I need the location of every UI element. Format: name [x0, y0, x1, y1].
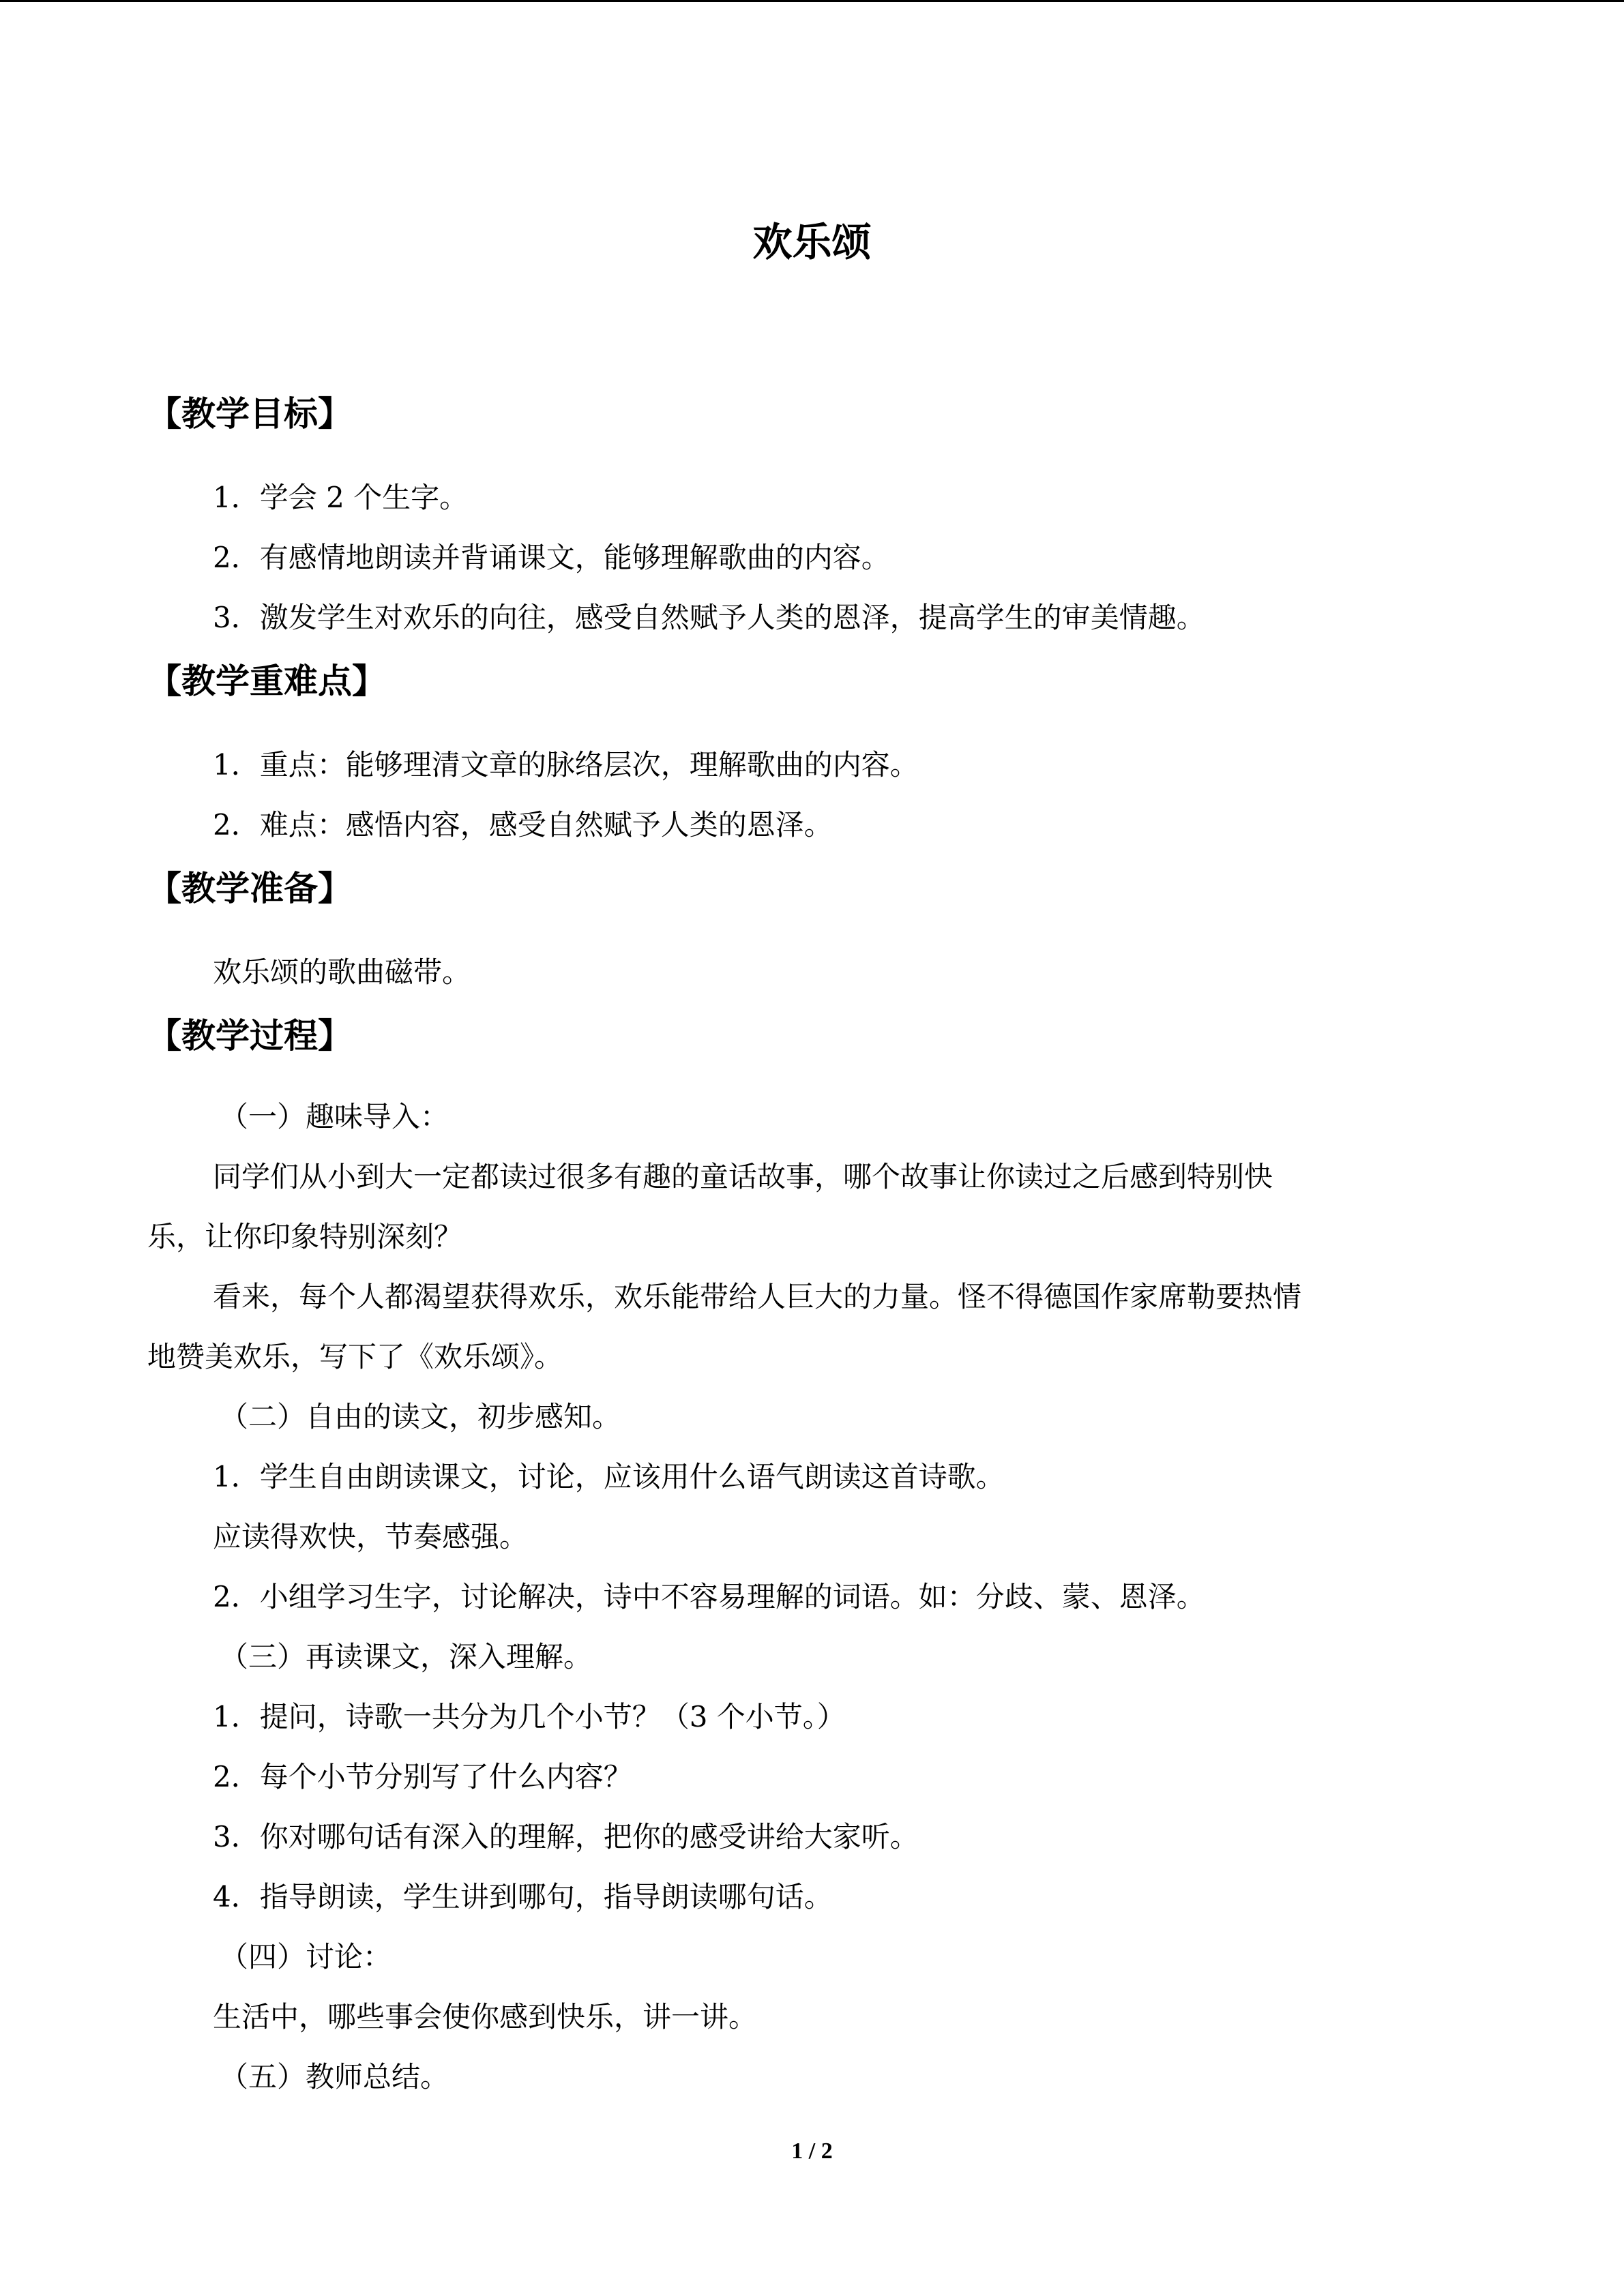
process-step-heading: （三）再读课文，深入理解。 — [220, 1640, 593, 1673]
key-point-item: 1．重点：能够理清文章的脉络层次，理解歌曲的内容。 — [213, 748, 919, 781]
process-paragraph: 1．学生自由朗读课文，讨论，应该用什么语气朗读这首诗歌。 — [213, 1460, 1005, 1493]
process-paragraph: 2．小组学习生字，讨论解决，诗中不容易理解的词语。如：分歧、蒙、恩泽。 — [213, 1580, 1205, 1613]
process-paragraph: 同学们从小到大一定都读过很多有趣的童话故事，哪个故事让你读过之后感到特别快 — [213, 1160, 1273, 1193]
goal-item: 2．有感情地朗读并背诵课文，能够理解歌曲的内容。 — [213, 541, 890, 574]
page-indicator: 1 / 2 — [791, 2138, 833, 2164]
document-title: 欢乐颂 — [752, 219, 872, 265]
process-paragraph: 乐，让你印象特别深刻？ — [147, 1220, 463, 1253]
process-paragraph: 4．指导朗读，学生讲到哪句，指导朗读哪句话。 — [213, 1880, 833, 1913]
section-heading-process: 【教学过程】 — [147, 1016, 352, 1056]
goal-item: 3．激发学生对欢乐的向往，感受自然赋予人类的恩泽，提高学生的审美情趣。 — [213, 601, 1205, 634]
process-paragraph: 生活中，哪些事会使你感到快乐，讲一讲。 — [213, 2000, 758, 2033]
preparation-text: 欢乐颂的歌曲磁带。 — [213, 955, 471, 989]
process-paragraph: 地赞美欢乐，写下了《欢乐颂》。 — [147, 1340, 563, 1373]
process-step-heading: （一）趣味导入： — [220, 1100, 449, 1133]
process-paragraph: 1．提问，诗歌一共分为几个小节？（3 个小节。） — [213, 1700, 846, 1733]
process-paragraph: 看来，每个人都渴望获得欢乐，欢乐能带给人巨大的力量。怪不得德国作家席勒要热情 — [213, 1280, 1302, 1313]
process-step-heading: （二）自由的读文，初步感知。 — [220, 1400, 621, 1433]
goal-item: 1．学会 2 个生字。 — [213, 481, 469, 514]
process-step-heading: （五）教师总结。 — [220, 2060, 449, 2093]
process-paragraph: 3．你对哪句话有深入的理解，把你的感受讲给大家听。 — [213, 1820, 919, 1853]
process-paragraph: 应读得欢快，节奏感强。 — [213, 1520, 529, 1553]
section-heading-key-points: 【教学重难点】 — [147, 661, 386, 701]
key-point-item: 2．难点：感悟内容，感受自然赋予人类的恩泽。 — [213, 808, 833, 841]
section-heading-preparation: 【教学准备】 — [147, 869, 352, 908]
process-paragraph: 2．每个小节分别写了什么内容？ — [213, 1760, 632, 1793]
section-heading-goals: 【教学目标】 — [147, 394, 352, 434]
process-step-heading: （四）讨论： — [220, 1940, 392, 1973]
